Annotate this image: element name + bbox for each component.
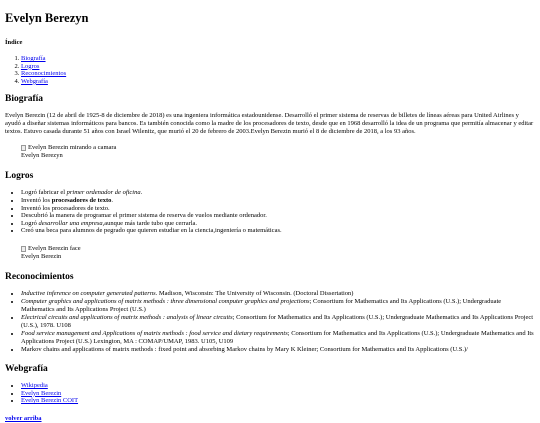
logros-list (5, 189, 535, 235)
emphasis: desarrollar una empresa (38, 219, 103, 227)
text: . (140, 189, 143, 197)
text: ; Consortium for Mathematics and Its Applications (U.S.); Undergraduate Mathematics and Its Applications Project (U.S.) (21, 297, 502, 313)
text: Inventó los procesadores de texto. (21, 204, 110, 212)
toc-item (21, 78, 535, 86)
broken-image (21, 144, 535, 152)
image-alt-text: Evelyn Berezin mirando a camara (28, 144, 117, 152)
toc-link-logros[interactable]: Logros (21, 62, 40, 70)
figure-logros (21, 245, 535, 261)
list-item (21, 205, 535, 213)
strong: procesadores de texto (51, 196, 112, 204)
toc-link-webgrafia[interactable]: Webgrafía (21, 77, 48, 85)
section-heading-logros: Logros (5, 171, 34, 182)
broken-image (21, 245, 535, 253)
table-of-contents (5, 55, 535, 85)
emphasis: Inductive inference on computer generated patterns (21, 289, 156, 297)
section-heading-reconocimientos: Reconocimientos (5, 271, 74, 282)
section-heading-webgrafia: Webgrafía (5, 363, 48, 374)
image-alt-text: Evelyn Berezin face (28, 244, 81, 252)
toc-link-biografia[interactable]: Biografía (21, 55, 46, 62)
text: Descubrió la manera de programar el primer sistema de reserva de vuelos mediante ordenador. (21, 212, 267, 220)
list-item (21, 346, 535, 354)
text: Logró (21, 219, 39, 227)
webgrafia-list (5, 382, 535, 405)
list-item (21, 227, 535, 235)
broken-image-icon (21, 145, 26, 151)
page-title: Evelyn Berezyn (5, 11, 89, 25)
toc-item (21, 70, 535, 78)
toc-heading: Índice (5, 39, 23, 46)
emphasis: Electrical circuits and applications of matrix methods : analysis of linear circuits (21, 313, 233, 321)
section-heading-biografia: Biografía (5, 94, 43, 105)
list-item (21, 314, 535, 330)
list-item (21, 189, 535, 197)
list-item (21, 390, 535, 398)
text: . Madison, Wisconsin: The University of Wisconsin. (Doctoral Dissertation) (155, 289, 354, 297)
text: ; Consortium for Mathematics and Its Applications (U.S.); Undergraduate Mathematics and Its Applications Project (U.S.) Lexington, MA : COMAP/UMAP, 1983. U105, U109 (21, 329, 534, 345)
text: Markov chains and applications of matrix methods : fixed point and absorbing Markov chains by Mary K Kleiner; Consortium for Mathematics and Its Applications (U.S.)/ (21, 345, 468, 353)
emphasis: Food service management and Applications of matrix methods : food service and dietary requirements (21, 329, 288, 337)
figure-caption: Evelyn Berezin (21, 252, 62, 260)
text: Inventó los (21, 196, 52, 204)
list-item (21, 382, 535, 390)
figure-biografia (21, 144, 535, 160)
list-item (21, 298, 535, 314)
link-evelyn-berezin-coit[interactable]: Evelyn Berezin COIT (21, 397, 79, 405)
text: . (111, 196, 114, 204)
link-wikipedia[interactable]: Wikipedia (21, 381, 48, 389)
text: Logró fabricar el (21, 189, 67, 197)
broken-image-icon (21, 246, 26, 252)
list-item (21, 220, 535, 228)
toc-item (21, 55, 535, 63)
emphasis: primer ordenador de oficina (66, 189, 141, 197)
emphasis: Computer graphics and applications of matrix methods : three dimensional computer graphics and projections (21, 297, 310, 305)
figure-caption: Evelyn Berezyn (21, 152, 63, 160)
text: ,aunque más tarde tubo que cerrarla. (102, 219, 198, 227)
link-evelyn-berezin[interactable]: Evelyn Berezin (21, 389, 62, 397)
back-to-top (5, 415, 535, 423)
list-item (21, 397, 535, 405)
list-item (21, 197, 535, 205)
biografia-text: Evelyn Berezin (12 de abril de 1925-8 de diciembre de 2018) es una ingeniera informática estadounidense. Desarrolló el primer sistema de reservas de billetes de líneas aéreas para United Airlines y ayudó a diseñar sistemas informáticos para bancos. Es también conocida como la madre de los procesadores de texto, desde que en 1968 desarrolló la idea de un programa que permitía almacenar y editar textos. Estuvo casada durante 51 años con Israel Wilenitz, que murió el 20 de febrero de 2003.Evelyn Berezin murió el 8 de diciembre de 2018, a los 93 años. (5, 112, 534, 136)
list-item (21, 212, 535, 220)
list-item (21, 290, 535, 298)
toc-link-reconocimientos[interactable]: Reconocimientos (21, 70, 67, 78)
back-to-top-link[interactable]: volver arriba (5, 414, 42, 422)
list-item (21, 330, 535, 346)
text: ; Consortium for Mathematics and Its Applications (U.S.); Undergraduate Mathematics and Its Applications Project (U.S.), 1978. U108 (21, 313, 534, 329)
text: Creó una beca para alumnos de pegrado que quieren estudiar en la ciencia,ingeniería o matemáticas. (21, 227, 282, 235)
toc-item (21, 63, 535, 71)
reconocimientos-list (5, 290, 535, 354)
